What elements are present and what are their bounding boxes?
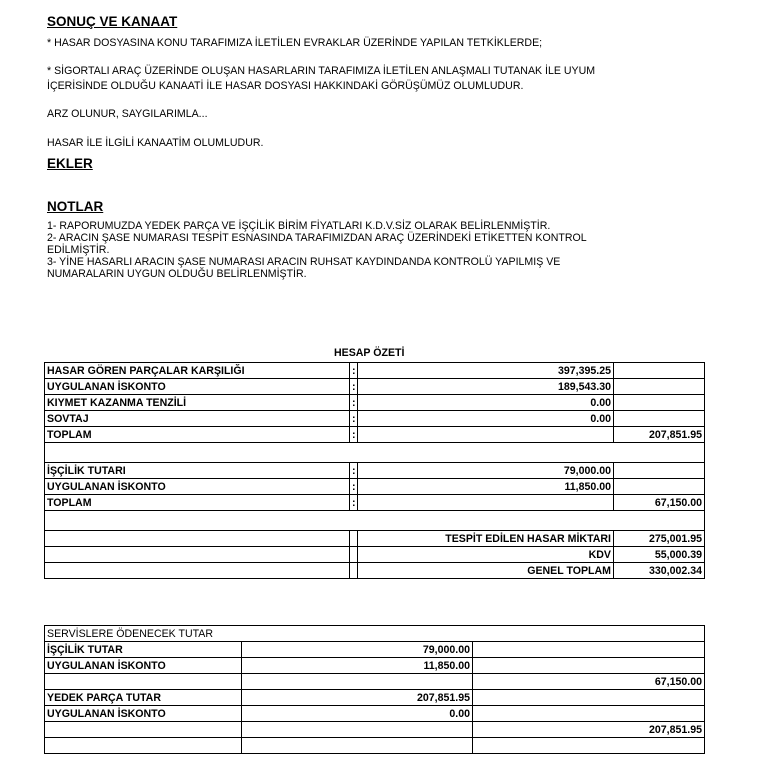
table-row [45,722,705,738]
table-row [45,738,705,754]
row-label: UYGULANAN İSKONTO [45,379,350,395]
vat-label: KDV [358,547,614,563]
vat-value: 55,000.39 [614,547,705,563]
row-value: 11,850.00 [242,658,473,674]
row-label: UYGULANAN İSKONTO [45,658,242,674]
closing-line: ARZ OLUNUR, SAYGILARIMLA... [47,108,208,120]
summary-title: HESAP ÖZETİ [334,347,405,359]
row-label: KIYMET KAZANMA TENZİLİ [45,395,350,411]
damage-amount-value: 275,001.95 [614,531,705,547]
row-label: SOVTAJ [45,411,350,427]
service-payment-table [44,625,705,754]
attachments-title: EKLER [47,156,93,171]
row-label: YEDEK PARÇA TUTAR [45,690,242,706]
notes-title: NOTLAR [47,199,104,214]
spacer-row [45,511,705,531]
row-separator: : [350,427,358,443]
row-total [614,479,705,495]
row-separator: : [350,463,358,479]
note-item: 1- RAPORUMUZDA YEDEK PARÇA VE İŞÇİLİK BİRİM FİYATLARI K.D.V.SİZ OLARAK BELİRLENMİŞTİR. [47,220,551,232]
table-row [45,395,705,411]
table-row [45,495,705,511]
row-label: UYGULANAN İSKONTO [45,479,350,495]
note-item: EDİLMİŞTİR. [47,244,110,256]
row-separator: : [350,411,358,427]
row-label: İŞÇİLİK TUTARI [45,463,350,479]
note-item: 3- YİNE HASARLI ARACIN ŞASE NUMARASI ARACIN RUHSAT KAYDINDANDA KONTROLÜ YAPILMIŞ VE [47,256,561,268]
row-separator: : [350,395,358,411]
table-row [45,690,705,706]
table-row [45,363,705,379]
table-row [45,563,705,579]
row-label: UYGULANAN İSKONTO [45,706,242,722]
row-value: 0.00 [358,411,614,427]
opinion-line: HASAR İLE İLGİLİ KANAATİM OLUMLUDUR. [47,137,264,149]
row-value: 397,395.25 [358,363,614,379]
table-row [45,427,705,443]
row-label: TOPLAM [45,427,350,443]
table-row [45,706,705,722]
table-row [45,674,705,690]
damage-amount-label: TESPİT EDİLEN HASAR MİKTARI [358,531,614,547]
row-label: İŞÇİLİK TUTAR [45,642,242,658]
note-item: 2- ARACIN ŞASE NUMARASI TESPİT ESNASINDA TARAFIMIZDAN ARAÇ ÜZERİNDEKİ ETİKETTEN KONTROL [47,232,587,244]
table-row [45,531,705,547]
table-row [45,547,705,563]
row-total [614,411,705,427]
table-row [45,379,705,395]
row-value: 0.00 [358,395,614,411]
conclusion-line-2: * SİGORTALI ARAÇ ÜZERİNDE OLUŞAN HASARLARIN TARAFIMIZA İLETİLEN ANLAŞMALI TUTANAK İLE UYUM [47,65,596,77]
row-total [614,463,705,479]
row-value: 79,000.00 [242,642,473,658]
row-value: 0.00 [242,706,473,722]
conclusion-line-3: İÇERİSİNDE OLDUĞU KANAATİ İLE HASAR DOSYASI HAKKINDAKİ GÖRÜŞÜMÜZ OLUMLUDUR. [47,80,524,92]
conclusion-line-1: * HASAR DOSYASINA KONU TARAFIMIZA İLETİLEN EVRAKLAR ÜZERİNDE YAPILAN TETKİKLERDE; [47,37,543,49]
table-row [45,658,705,674]
row-separator: : [350,363,358,379]
grand-total-label: GENEL TOPLAM [358,563,614,579]
row-total [614,363,705,379]
row-separator: : [350,495,358,511]
row-value: 207,851.95 [242,690,473,706]
row-separator: : [350,379,358,395]
table-row [45,642,705,658]
table-row [45,463,705,479]
row-value: 11,850.00 [358,479,614,495]
table-row [45,626,705,642]
table-row [45,479,705,495]
conclusion-title: SONUÇ VE KANAAT [47,14,178,29]
row-value [358,427,614,443]
notes-list [47,220,687,280]
account-summary-table [44,362,705,579]
table-row [45,411,705,427]
labor-net-total: 67,150.00 [614,674,705,690]
row-value: 189,543.30 [358,379,614,395]
spacer-row [45,443,705,463]
labor-total: 67,150.00 [614,495,705,511]
parts-total: 207,851.95 [614,427,705,443]
row-value: 79,000.00 [358,463,614,479]
note-item: NUMARALARIN UYGUN OLDUĞU BELİRLENMİŞTİR. [47,268,307,280]
row-separator: : [350,479,358,495]
parts-net-total: 207,851.95 [614,722,705,738]
grand-total-value: 330,002.34 [614,563,705,579]
row-total [614,395,705,411]
row-total [614,379,705,395]
row-label: HASAR GÖREN PARÇALAR KARŞILIĞI [45,363,350,379]
services-title: SERVİSLERE ÖDENECEK TUTAR [45,626,705,642]
row-value [358,495,614,511]
row-label: TOPLAM [45,495,350,511]
